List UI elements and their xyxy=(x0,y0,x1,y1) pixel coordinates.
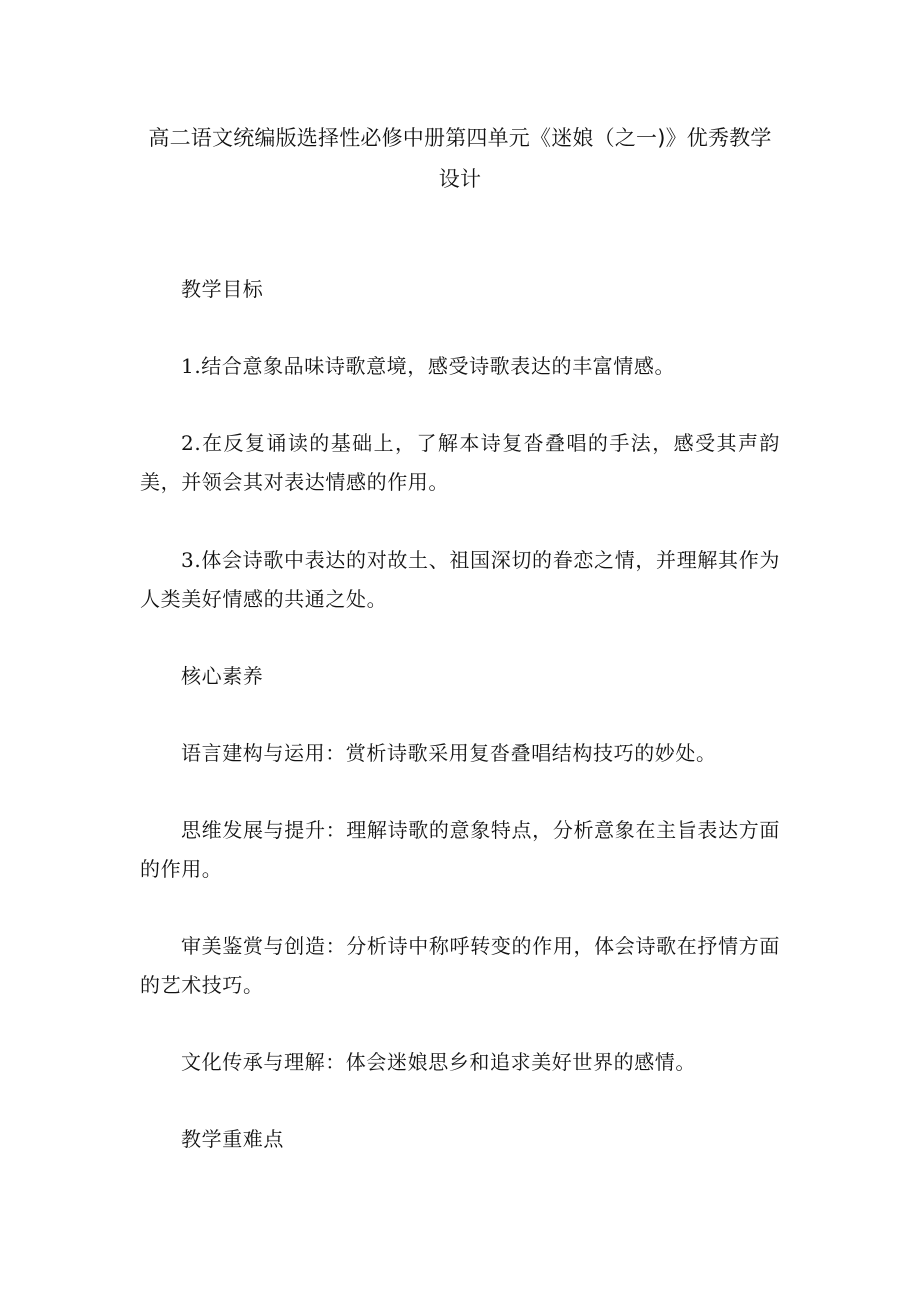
literacy-culture: 文化传承与理解：体会迷娘思乡和追求美好世界的感情。 xyxy=(181,1050,696,1074)
literacy-aesthetics: 审美鉴赏与创造：分析诗中称呼转变的作用，体会诗歌在抒情方面的艺术技巧。 xyxy=(140,934,780,997)
title-line-1: 高二语文统编版选择性必修中册第四单元《迷娘（之一)》优秀教学 xyxy=(148,126,772,150)
objective-1: 1.结合意象品味诗歌意境，感受诗歌表达的丰富情感。 xyxy=(181,354,676,378)
objective-2: 2.在反复诵读的基础上，了解本诗复沓叠唱的手法，感受其声韵美，并领会其对表达情感的作用。 xyxy=(140,431,780,494)
literacy-language: 语言建构与运用：赏析诗歌采用复沓叠唱结构技巧的妙处。 xyxy=(181,741,717,765)
objective-3: 3.体会诗歌中表达的对故土、祖国深切的眷恋之情，并理解其作为人类美好情感的共通之处。 xyxy=(140,548,780,611)
title-line-2: 设计 xyxy=(438,167,482,191)
heading-teaching-objectives: 教学目标 xyxy=(181,277,264,301)
literacy-thinking: 思维发展与提升：理解诗歌的意象特点，分析意象在主旨表达方面的作用。 xyxy=(140,818,780,881)
heading-core-literacy: 核心素养 xyxy=(181,664,264,688)
heading-key-difficulties: 教学重难点 xyxy=(181,1127,284,1151)
document-title xyxy=(140,118,780,200)
